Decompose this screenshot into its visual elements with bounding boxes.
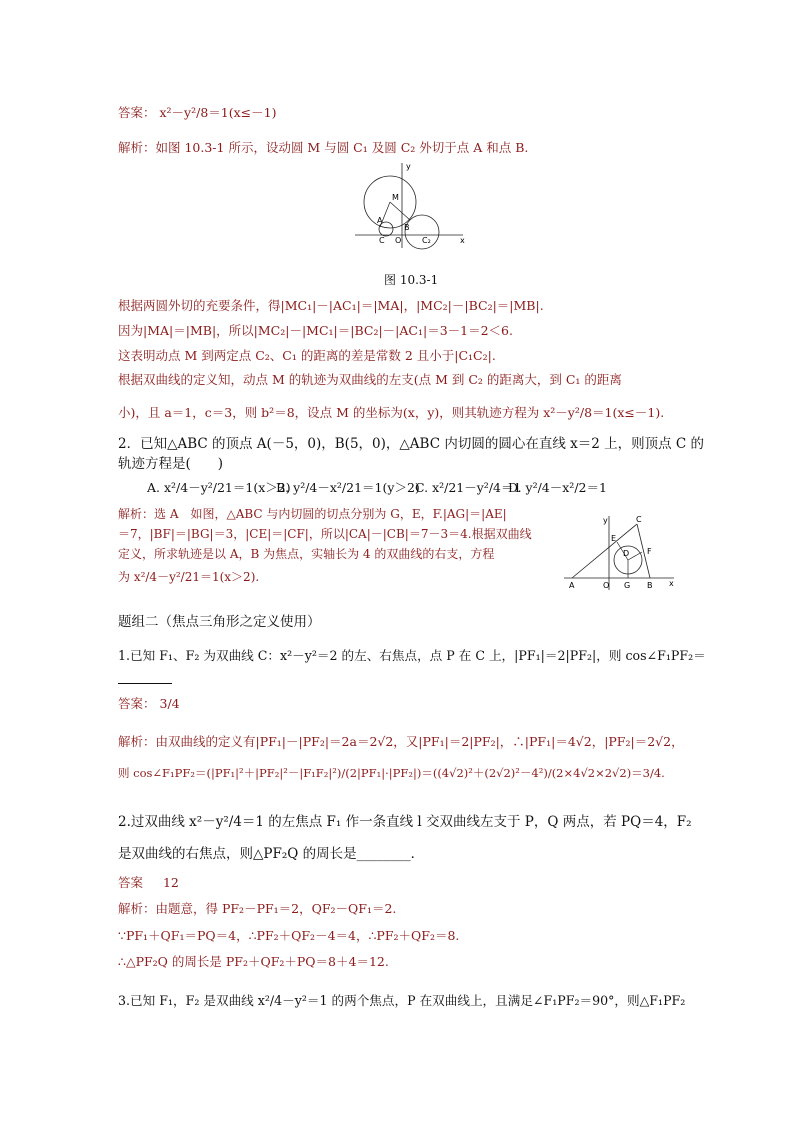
solution-1-line-4: 这表明动点 M 到两定点 C₂、C₁ 的距离的差是常数 2 且小于|C₁C₂|. xyxy=(118,348,496,363)
fig1-label-m: M xyxy=(392,193,399,202)
fig1-label-x: x xyxy=(460,236,465,245)
fig1-label-y: y xyxy=(406,162,411,171)
problem-2-answer xyxy=(118,873,179,891)
fig2-label-e: E xyxy=(611,534,617,543)
solution-2-line-2: ＝7，|BF|＝|BG|＝3，|CE|＝|CF|，所以|CA|－|CB|＝7－3＝4.根据双曲线 xyxy=(118,527,532,541)
problem-2-answer-value: 12 xyxy=(162,875,179,890)
option-b: B. y²/4－x²/21＝1(y＞2) xyxy=(276,480,420,495)
figure-caption: 图 10.3-1 xyxy=(384,273,439,287)
solution-2-line-1: 解析：选 A 如图，△ABC 与内切圆的切点分别为 G，E，F.|AG|＝|AE| xyxy=(118,507,507,521)
problem-2-solution-3: ∴△PF₂Q 的周长是 PF₂＋QF₂＋PQ＝8＋4＝12. xyxy=(118,954,389,969)
solution-1-line-2: 根据两圆外切的充要条件，得|MC₁|－|AC₁|＝|MA|，|MC₂|－|BC₂|＝|MB|. xyxy=(118,298,544,313)
problem-1-answer-value: 3/4 xyxy=(159,696,180,711)
solution-2-line-4: 为 x²/4－y²/21＝1(x＞2). xyxy=(118,570,260,584)
option-d: D. y²/4－x²/2＝1 xyxy=(508,480,607,495)
problem-1-solution-2: 则 cos∠F₁PF₂＝(|PF₁|²＋|PF₂|²－|F₁F₂|²)/(2|PF₁|·|PF₂|)＝((4√2)²＋(2√2)²－4²)/(2×4√2×2√2)＝3/4. xyxy=(118,766,665,780)
fig1-label-a: A xyxy=(377,216,383,225)
problem-1-solution-1: 解析：由双曲线的定义有|PF₁|－|PF₂|＝2a＝2√2，又|PF₁|＝2|PF₂|，∴|PF₁|＝4√2，|PF₂|＝2√2， xyxy=(118,734,684,749)
group-2-title: 题组二（焦点三角形之定义使用） xyxy=(118,614,321,630)
problem-1-answer xyxy=(118,694,180,712)
fig2-label-y: y xyxy=(603,516,608,525)
problem-2-answer-label: 答案 xyxy=(118,875,144,890)
fig2-label-a: A xyxy=(569,581,575,590)
fig2-label-c: C xyxy=(636,515,642,524)
fig1-label-c2: C₂ xyxy=(422,236,431,245)
fig1-label-b: B xyxy=(404,223,410,232)
question-2-line-2: 轨迹方程是( ) xyxy=(118,456,224,472)
figure-10-3-1 xyxy=(350,160,470,256)
question-2-line-1: 2．已知△ABC 的顶点 A(－5，0)，B(5，0)，△ABC 内切圆的圆心在直线 x＝2 上，则顶点 C 的 xyxy=(118,436,705,452)
problem-2-line-1: 2.过双曲线 x²－y²/4＝1 的左焦点 F₁ 作一条直线 l 交双曲线左支于 P，Q 两点，若 PQ＝4，F₂ xyxy=(118,814,692,830)
fig1-label-o: O xyxy=(395,236,402,245)
problem-2-line-2: 是双曲线的右焦点，则△PF₂Q 的周长是________． xyxy=(118,846,425,862)
answer-line-1 xyxy=(118,103,276,121)
problem-3-line-1: 3.已知 F₁，F₂ 是双曲线 x²/4－y²＝1 的两个焦点，P 在双曲线上，且满足∠F₁PF₂＝90°，则△F₁PF₂ xyxy=(118,993,686,1008)
fig2-label-b: B xyxy=(647,581,653,590)
solution-1-line-1: 解析：如图 10.3-1 所示，设动圆 M 与圆 C₁ 及圆 C₂ 外切于点 A 和点 B. xyxy=(118,140,529,155)
fig2-label-x: x xyxy=(669,579,674,588)
fig1-label-c: C xyxy=(379,236,385,245)
problem-1-blank xyxy=(118,682,172,684)
option-c: C. x²/21－y²/4＝1 xyxy=(415,480,522,495)
problem-1-line-1: 1.已知 F₁、F₂ 为双曲线 C：x²－y²＝2 的左、右焦点，点 P 在 C 上，|PF₁|＝2|PF₂|，则 cos∠F₁PF₂＝ xyxy=(118,648,706,663)
problem-2-solution-1: 解析：由题意，得 PF₂－PF₁＝2，QF₂－QF₁＝2. xyxy=(118,901,397,916)
solution-1-line-5: 根据双曲线的定义知，动点 M 的轨迹为双曲线的左支(点 M 到 C₂ 的距离大，到 C₁ 的距离 xyxy=(118,372,622,387)
solution-2-line-3: 定义，所求轨迹是以 A，B 为焦点，实轴长为 4 的双曲线的右支，方程 xyxy=(118,547,495,561)
fig2-label-g: G xyxy=(624,581,631,590)
figure-triangle xyxy=(562,512,678,596)
solution-1-line-3: 因为|MA|＝|MB|，所以|MC₂|－|MC₁|＝|BC₂|－|AC₁|＝3－1＝2＜6. xyxy=(118,323,513,338)
fig2-label-f: F xyxy=(647,547,652,556)
problem-2-solution-2: ∵PF₁＋QF₁＝PQ＝4，∴PF₂＋QF₂－4＝4，∴PF₂＋QF₂＝8. xyxy=(118,928,460,943)
option-a: A. x²/4－y²/21＝1(x＞2) xyxy=(147,480,291,495)
answer-label: 答案： xyxy=(118,105,156,120)
answer-text: x²－y²/8＝1(x≤－1) xyxy=(159,105,277,120)
fig2-label-d: D xyxy=(623,549,630,558)
fig2-label-o: O xyxy=(603,581,610,590)
problem-1-answer-label: 答案： xyxy=(118,696,156,711)
solution-1-line-6: 小)，且 a＝1，c＝3，则 b²＝8，设点 M 的坐标为(x，y)，则其轨迹方程为 x²－y²/8＝1(x≤－1). xyxy=(118,405,665,420)
